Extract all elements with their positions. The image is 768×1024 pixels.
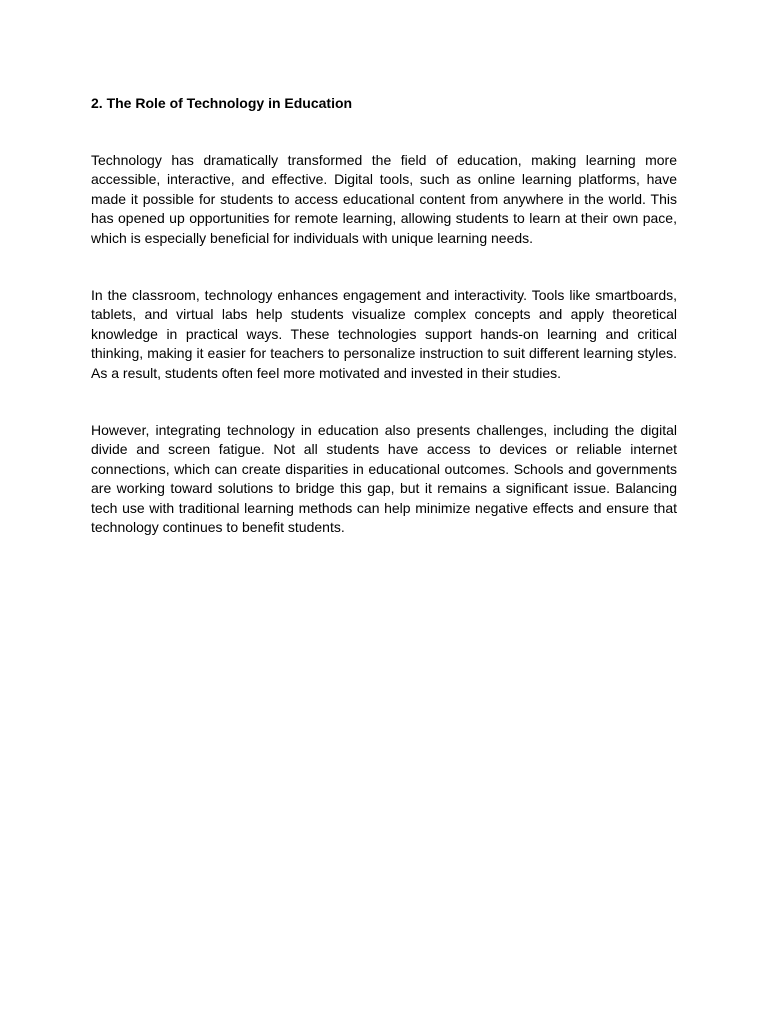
- section-heading: 2. The Role of Technology in Education: [91, 95, 353, 111]
- paragraph-2: In the classroom, technology enhances engagement and interactivity. Tools like smartboards, tablets, and virtual labs help students visualize complex concepts and apply theoretical knowledge in practical ways. These technologies support hands-on learning and critical thinking, making it easier for teachers to personalize instruction to suit different learning styles. As a result, students often feel more motivated and invested in their studies.: [91, 287, 677, 381]
- paragraph-1: Technology has dramatically transformed the field of education, making learning more accessible, interactive, and effective. Digital tools, such as online learning platforms, have made it possible for students to access educational content from anywhere in the world. This has opened up opportunities for remote learning, allowing students to learn at their own pace, which is especially beneficial for individuals with unique learning needs.: [91, 152, 677, 246]
- document-body: [91, 94, 677, 576]
- paragraph-3: However, integrating technology in education also presents challenges, including the digital divide and screen fatigue. Not all students have access to devices or reliable internet connections, which can create disparities in educational outcomes. Schools and governments are working toward solutions to bridge this gap, but it remains a significant issue. Balancing tech use with traditional learning methods can help minimize negative effects and ensure that technology continues to benefit students.: [91, 422, 677, 536]
